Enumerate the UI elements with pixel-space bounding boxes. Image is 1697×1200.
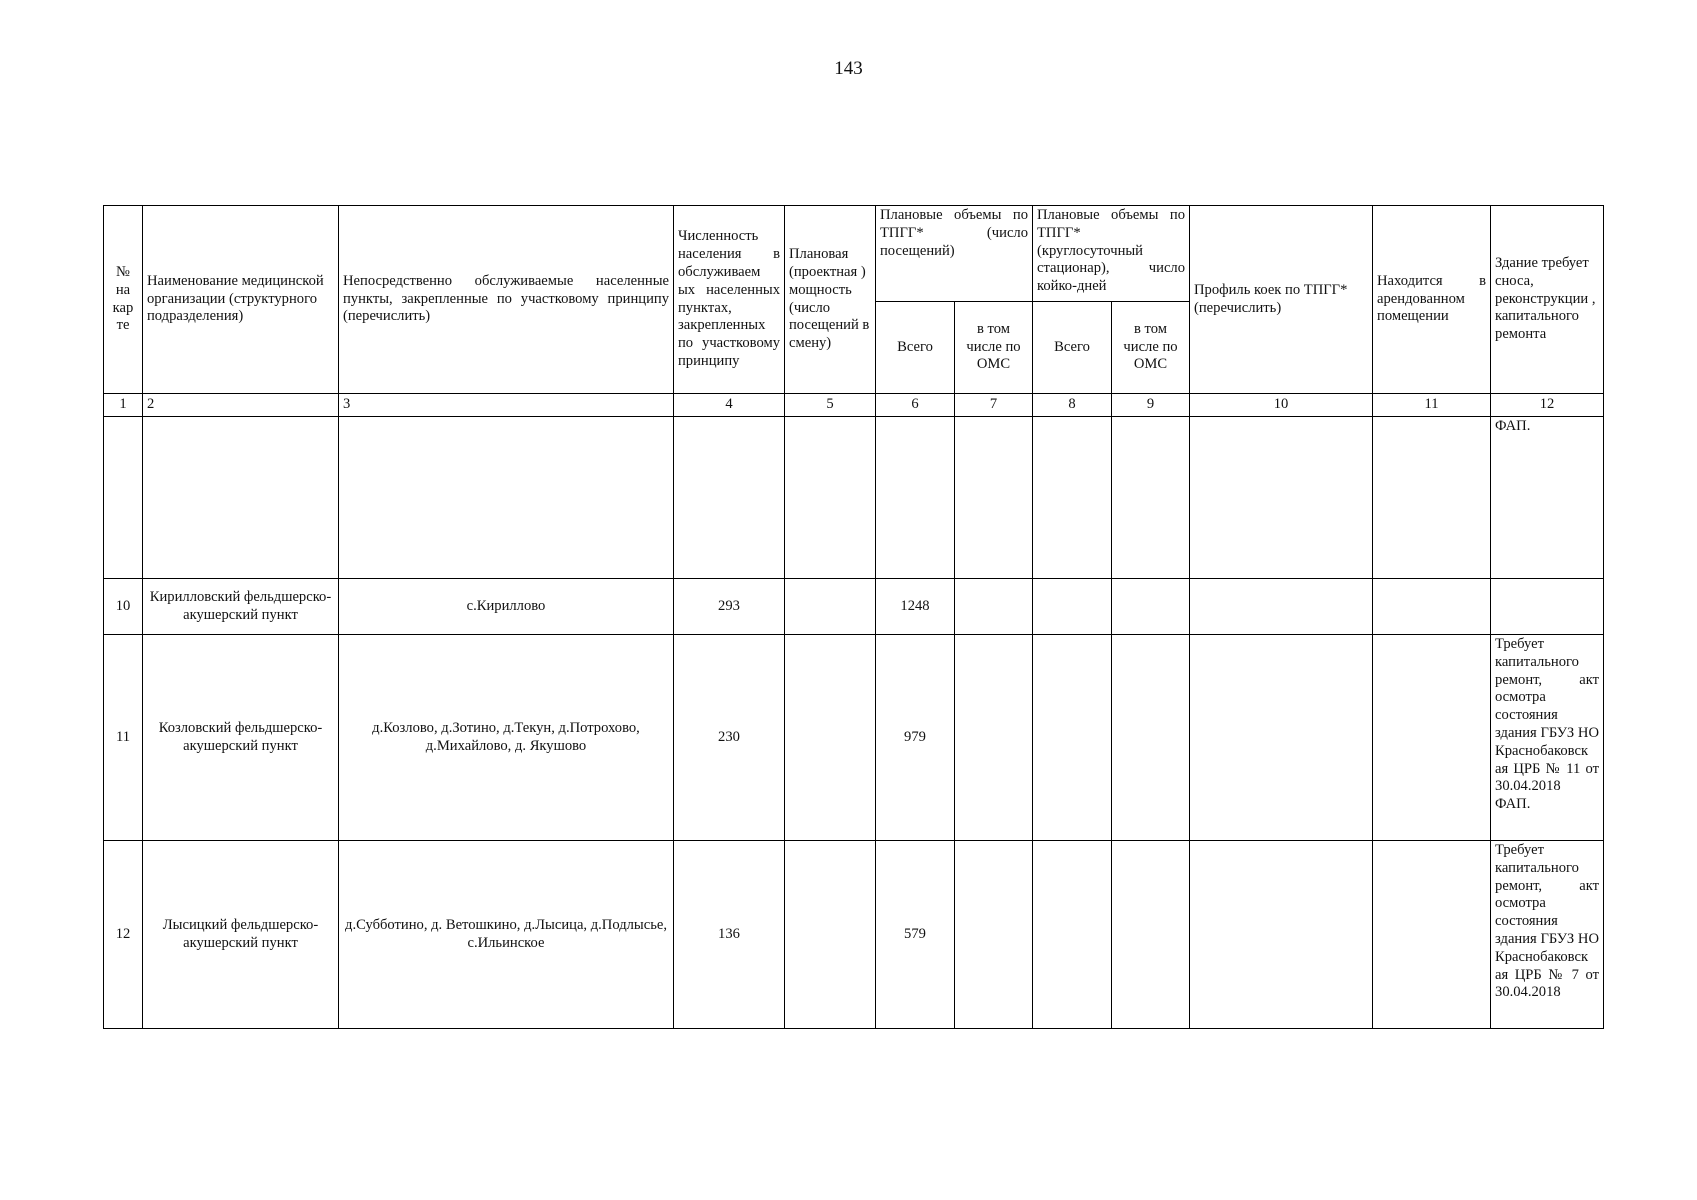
cell-capacity — [785, 417, 876, 579]
column-number: 6 — [876, 394, 955, 417]
cell-beds-total — [1033, 417, 1112, 579]
table-row — [104, 417, 1604, 579]
column-number: 9 — [1112, 394, 1190, 417]
cell-rented — [1373, 417, 1491, 579]
cell-bed-profile — [1190, 635, 1373, 841]
column-number: 10 — [1190, 394, 1373, 417]
cell-bed-profile — [1190, 417, 1373, 579]
header-row-1 — [104, 206, 1604, 302]
cell-bed-profile — [1190, 579, 1373, 635]
column-number: 4 — [674, 394, 785, 417]
column-number: 11 — [1373, 394, 1491, 417]
cell-visits-total — [876, 417, 955, 579]
cell-organization-name: Козловский фельдшерско-акушерский пункт — [143, 635, 339, 841]
header-beds-total: Всего — [1033, 302, 1112, 394]
header-building-state: Здание требует сноса, реконструкции , капитального ремонта — [1491, 206, 1604, 394]
column-number: 8 — [1033, 394, 1112, 417]
column-number: 1 — [104, 394, 143, 417]
page-number: 143 — [834, 58, 863, 79]
cell-visits-oms — [955, 417, 1033, 579]
header-rented-premises: Находится в арендованном помещении — [1373, 206, 1491, 394]
cell-settlements: д.Козлово, д.Зотино, д.Текун, д.Потрохово, д.Михайлово, д. Якушово — [339, 635, 674, 841]
cell-building-state — [1491, 579, 1604, 635]
header-planned-visits: Плановые объемы по ТПГГ* (число посещений) — [876, 206, 1033, 302]
cell-rented — [1373, 579, 1491, 635]
cell-organization-name — [143, 417, 339, 579]
cell-visits-oms — [955, 579, 1033, 635]
cell-map-number: 12 — [104, 841, 143, 1029]
cell-beds-total — [1033, 579, 1112, 635]
header-capacity: Плановая (проектная ) мощность (число посещений в смену) — [785, 206, 876, 394]
cell-visits-total: 1248 — [876, 579, 955, 635]
cell-capacity — [785, 635, 876, 841]
cell-beds-oms — [1112, 579, 1190, 635]
header-organization-name: Наименование медицинской организации (структурного подразделения) — [143, 206, 339, 394]
cell-beds-total — [1033, 635, 1112, 841]
cell-building-state: ФАП. — [1491, 417, 1604, 579]
cell-settlements — [339, 417, 674, 579]
cell-settlements: с.Кириллово — [339, 579, 674, 635]
cell-population: 230 — [674, 635, 785, 841]
cell-map-number — [104, 417, 143, 579]
cell-rented — [1373, 635, 1491, 841]
cell-beds-oms — [1112, 635, 1190, 841]
column-number-row — [104, 394, 1604, 417]
header-visits-oms: в том числе по ОМС — [955, 302, 1033, 394]
cell-bed-profile — [1190, 841, 1373, 1029]
facilities-table — [103, 205, 1604, 1029]
cell-population — [674, 417, 785, 579]
cell-population: 136 — [674, 841, 785, 1029]
cell-visits-total: 979 — [876, 635, 955, 841]
header-bed-profile: Профиль коек по ТПГГ* (перечислить) — [1190, 206, 1373, 394]
cell-map-number: 10 — [104, 579, 143, 635]
table-row — [104, 579, 1604, 635]
cell-organization-name: Лысицкий фельдшерско-акушерский пункт — [143, 841, 339, 1029]
header-population: Численность населения в обслуживаем ых населенных пунктах, закрепленных по участковому принципу — [674, 206, 785, 394]
cell-map-number: 11 — [104, 635, 143, 841]
cell-beds-oms — [1112, 841, 1190, 1029]
cell-rented — [1373, 841, 1491, 1029]
cell-building-state: Требует капитального ремонт, акт осмотра состояния здания ГБУЗ НО Краснобаковск ая ЦРБ № 7 от 30.04.2018 — [1491, 841, 1604, 1029]
column-number: 7 — [955, 394, 1033, 417]
cell-organization-name: Кирилловский фельдшерско-акушерский пункт — [143, 579, 339, 635]
table-row — [104, 635, 1604, 841]
header-settlements: Непосредственно обслуживаемые населенные пункты, закрепленные по участковому принципу (перечислить) — [339, 206, 674, 394]
cell-building-state: Требует капитального ремонт, акт осмотра состояния здания ГБУЗ НО Краснобаковск ая ЦРБ № 11 от 30.04.2018 ФАП. — [1491, 635, 1604, 841]
cell-capacity — [785, 579, 876, 635]
cell-beds-total — [1033, 841, 1112, 1029]
table-row — [104, 841, 1604, 1029]
cell-visits-total: 579 — [876, 841, 955, 1029]
header-beds-oms: в том числе по ОМС — [1112, 302, 1190, 394]
header-visits-total: Всего — [876, 302, 955, 394]
cell-beds-oms — [1112, 417, 1190, 579]
cell-visits-oms — [955, 841, 1033, 1029]
column-number: 12 — [1491, 394, 1604, 417]
cell-capacity — [785, 841, 876, 1029]
column-number: 2 — [143, 394, 339, 417]
header-map-number: № на кар те — [104, 206, 143, 394]
cell-population: 293 — [674, 579, 785, 635]
header-planned-bed-days: Плановые объемы по ТПГГ* (круглосуточный стационар), число койко-дней — [1033, 206, 1190, 302]
cell-settlements: д.Субботино, д. Ветошкино, д.Лысица, д.Подлысье, с.Ильинское — [339, 841, 674, 1029]
column-number: 5 — [785, 394, 876, 417]
cell-visits-oms — [955, 635, 1033, 841]
column-number: 3 — [339, 394, 674, 417]
